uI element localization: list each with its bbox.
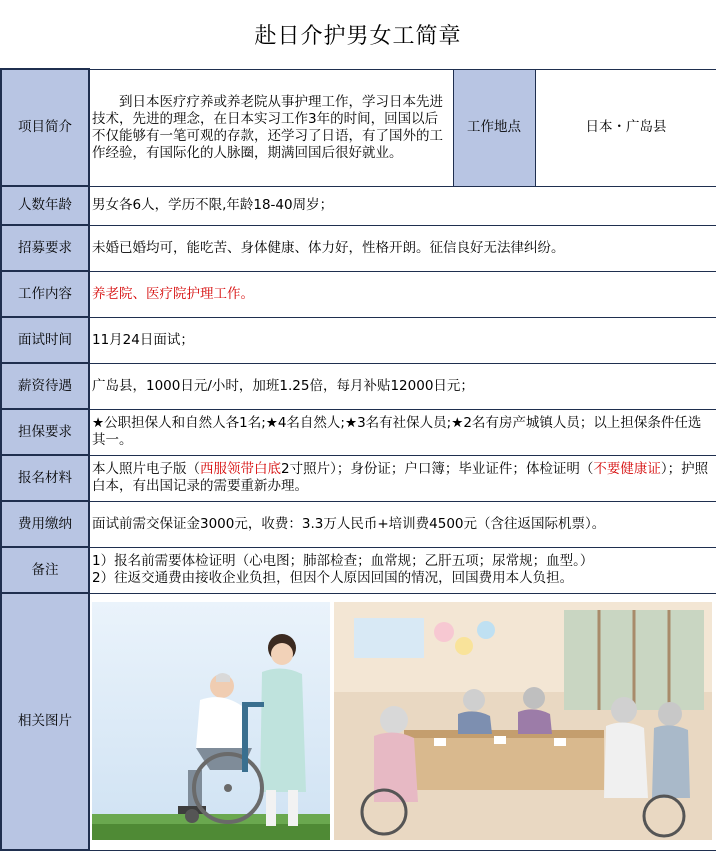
label-requirements: 招募要求 bbox=[1, 225, 89, 271]
row-age bbox=[1, 186, 716, 225]
label-salary: 薪资待遇 bbox=[1, 363, 89, 409]
notes-line-2: 2）往返交通费由接收企业负担，但因个人原因回国的情况，回国费用本人负担。 bbox=[92, 570, 574, 586]
materials-part-3: 2寸照片）；身份证；户口簿；毕业证件；体检证明（ bbox=[281, 461, 594, 477]
label-location: 工作地点 bbox=[453, 69, 535, 186]
materials-part-1: 本人照片电子版（ bbox=[92, 461, 200, 477]
recruitment-table bbox=[0, 68, 716, 851]
label-fees: 费用缴纳 bbox=[1, 501, 89, 547]
requirements-text: 未婚已婚均可，能吃苦、身体健康、体力好，性格开朗。征信良好无法律纠纷。 bbox=[89, 225, 716, 271]
interview-text: 11月24日面试； bbox=[89, 317, 716, 363]
row-photos bbox=[1, 593, 716, 850]
materials-highlight-no-health-cert: 不要健康证 bbox=[593, 461, 661, 477]
page-title: 赴日介护男女工简章 bbox=[254, 23, 462, 49]
materials-part-5: ）；护照白本，有出国记录的需要重新办理。 bbox=[92, 461, 709, 494]
label-guarantee: 担保要求 bbox=[1, 409, 89, 455]
label-interview: 面试时间 bbox=[1, 317, 89, 363]
row-guarantee bbox=[1, 409, 716, 455]
label-intro: 项目简介 bbox=[1, 69, 89, 186]
age-text: 男女各6人，学历不限,年龄18-40周岁； bbox=[89, 186, 716, 225]
row-intro bbox=[1, 69, 716, 186]
materials-highlight-suit: 西服领带白底 bbox=[200, 461, 281, 477]
work-text: 养老院、医疗院护理工作。 bbox=[89, 271, 716, 317]
row-salary bbox=[1, 363, 716, 409]
fees-text: 面试前需交保证金3000元，收费：3.3万人民币+培训费4500元（含往返国际机票）。 bbox=[89, 501, 716, 547]
row-requirements bbox=[1, 225, 716, 271]
notes-text bbox=[89, 547, 716, 593]
row-materials bbox=[1, 455, 716, 501]
guarantee-text: ★公职担保人和自然人各1名;★4名自然人;★3名有社保人员;★2名有房产城镇人员；以上担保条件任选其一。 bbox=[89, 409, 716, 455]
caregiver-wheelchair-photo bbox=[92, 602, 330, 840]
row-interview bbox=[1, 317, 716, 363]
label-photos: 相关图片 bbox=[1, 593, 89, 850]
intro-text: 到日本医疗疗养或养老院从事护理工作，学习日本先进技术，先进的理念，在日本实习工作3年的时间，回国以后不仅能够有一笔可观的存款，还学习了日语，有了国外的工作经验，有国际化的人脉圈，期满回国后很好就业。 bbox=[89, 69, 453, 186]
label-work: 工作内容 bbox=[1, 271, 89, 317]
location-value: 日本・广岛县 bbox=[535, 69, 716, 186]
label-age: 人数年龄 bbox=[1, 186, 89, 225]
row-work bbox=[1, 271, 716, 317]
row-notes bbox=[1, 547, 716, 593]
materials-text bbox=[89, 455, 716, 501]
row-fees bbox=[1, 501, 716, 547]
label-notes: 备注 bbox=[1, 547, 89, 593]
salary-text: 广岛县，1000日元/小时，加班1.25倍，每月补贴12000日元； bbox=[89, 363, 716, 409]
notes-line-1: 1）报名前需要体检证明（心电图；肺部检查；血常规；乙肝五项；尿常规；血型。） bbox=[92, 553, 594, 569]
label-materials: 报名材料 bbox=[1, 455, 89, 501]
nursing-home-dining-photo bbox=[334, 602, 712, 840]
